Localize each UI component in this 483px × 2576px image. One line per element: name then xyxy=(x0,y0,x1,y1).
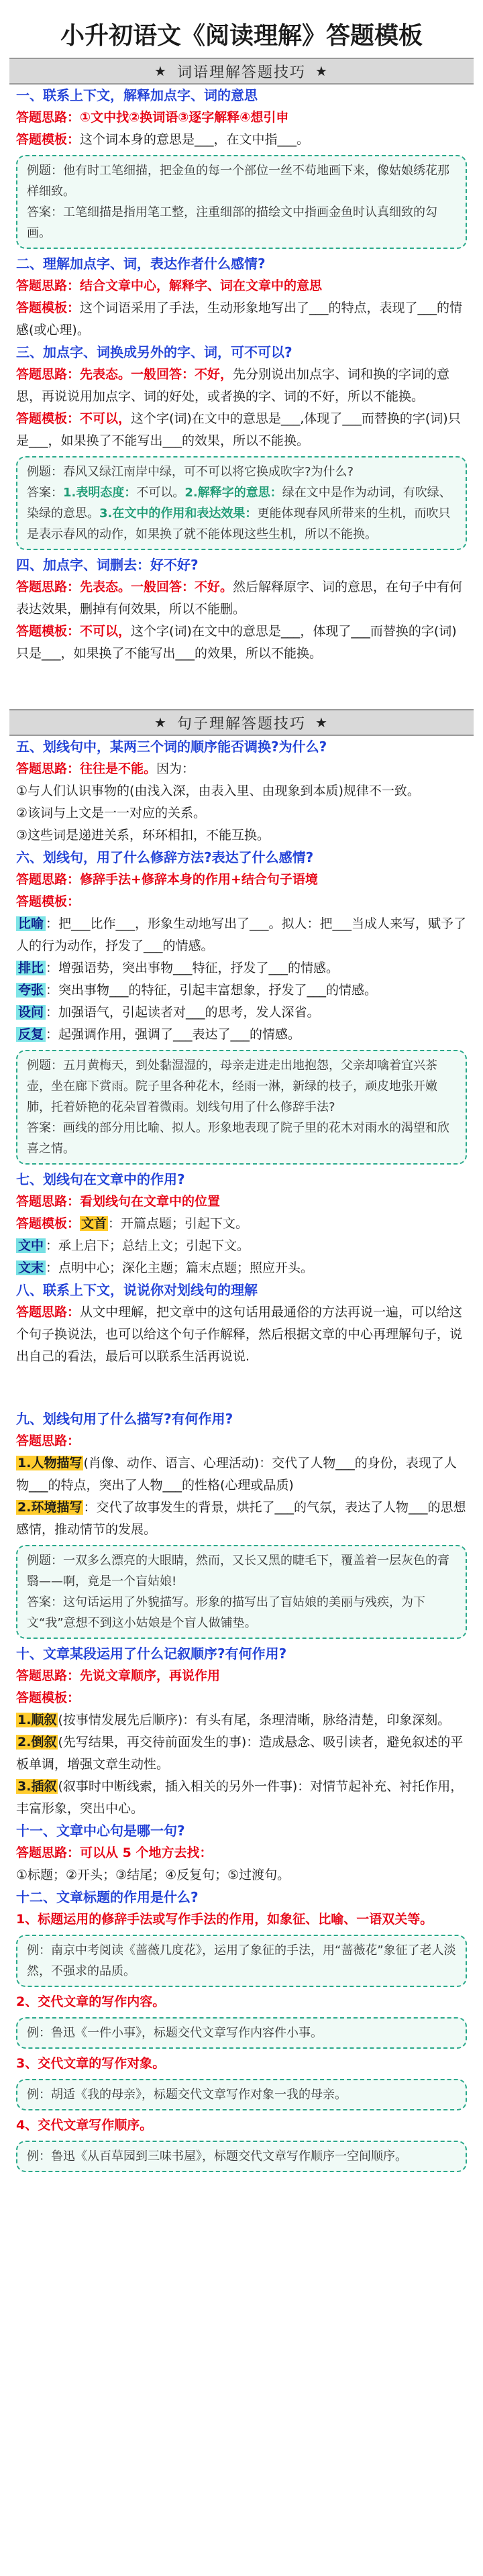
content: ①文中找②换词语③逐字解释④想引申 xyxy=(80,110,289,125)
example: 例：鲁迅《一件小事》，标题交代文章写作内容件小事。 xyxy=(27,2026,323,2040)
content: 绿在文中是作为动词，有吹绿、染绿的意思。 xyxy=(27,486,451,521)
content: ：交代了故事发生的背景，烘托了___的气氛，表达了人物___的思想感情，推动情节的发展。 xyxy=(16,1500,466,1537)
label: 答题模板： xyxy=(16,624,80,639)
content: (按事情发展先后顺序)：有头有尾，条理清晰，脉络清楚，印象深刻。 xyxy=(58,1713,451,1727)
star-icon: ★ xyxy=(154,714,168,731)
content: ①标题；②开头；③结尾；④反复句；⑤过渡句。 xyxy=(16,1868,290,1882)
list-item: ③这些词是递进关系，环环相扣，不能互换。 xyxy=(16,828,270,843)
example-answer: 答案：画线的部分用比喻、拟人。形象地表现了院子里的花木对雨水的渴望和欣喜之情。 xyxy=(27,1121,449,1156)
label: 答题思路： xyxy=(16,367,80,382)
content: 先表态。一般回答：不好。 xyxy=(80,580,233,594)
rhetoric-tag: 反复 xyxy=(16,1027,46,1042)
label: 答题模板： xyxy=(16,1690,80,1705)
question-4 xyxy=(0,554,483,665)
content: 往往是不能。 xyxy=(80,761,157,776)
content: 这个字(词)在文中的意思是___,体现了___而替换的字(词)只是___，如果换了不能写出___的效果，所以不能换。 xyxy=(16,411,461,448)
page-title: 小升初语文《阅读理解》答题模板 xyxy=(60,22,423,50)
question-heading: 十二、文章标题的作用是什么? xyxy=(16,1889,199,1905)
point: 3、交代文章的写作对象。 xyxy=(16,2056,166,2071)
section-title: 词语理解答题技巧 xyxy=(176,64,306,81)
section-title: 句子理解答题技巧 xyxy=(176,715,306,733)
example-box xyxy=(16,155,467,249)
question-1 xyxy=(0,85,483,151)
label: 答题模板： xyxy=(16,411,80,426)
label: 答题模板： xyxy=(16,301,80,315)
content: 可以从 5 个地方去找： xyxy=(80,1845,213,1860)
description-tag: 1.人物描写 xyxy=(17,1456,83,1470)
rhetoric-tag: 比喻 xyxy=(16,916,46,931)
example-box xyxy=(16,2017,467,2049)
label: 答题思路： xyxy=(16,110,80,125)
question-heading: 六、划线句，用了什么修辞方法?表达了什么感情? xyxy=(16,849,314,865)
position-tag: 文中 xyxy=(16,1238,46,1253)
label: 答题思路： xyxy=(16,1845,80,1860)
label: 答题模板： xyxy=(16,132,80,147)
list-item: ①与人们认识事物的(由浅入深，由表入里、由现象到本质)规律不一致。 xyxy=(16,784,420,798)
content: ：承上启下；总结上文；引起下文。 xyxy=(46,1238,250,1253)
example: 例：胡适《我的母亲》，标题交代文章写作对象一我的母亲。 xyxy=(27,2088,347,2102)
question-heading: 一、联系上下文，解释加点字、词的意思 xyxy=(16,87,258,103)
rhetoric-tag: 夸张 xyxy=(16,983,46,998)
example-box xyxy=(16,1050,467,1165)
content: 先说文章顺序，再说作用 xyxy=(80,1668,221,1683)
content: ：加强语气，引起读者对___的思考，发人深省。 xyxy=(46,1005,320,1020)
point: 2、交代文章的写作内容。 xyxy=(16,1994,166,2009)
content: (肖像、动作、语言、心理活动)：交代了人物___的身份，表现了人物___的特点，突出了人物___的性格(心理或品质) xyxy=(16,1456,457,1493)
content: (先写结果，再交待前面发生的事)：造成悬念、吸引读者，避免叙述的平板单调，增强文章生动性。 xyxy=(16,1735,464,1772)
content: 先分别说出加点字、词和换的字词的意思，再说说用加点字、词的好处，或者换的字、词的不好，所以不能换。 xyxy=(16,367,450,404)
content: ：起强调作用，强调了___表达了___的情感。 xyxy=(46,1027,301,1042)
label: 答题模板： xyxy=(16,894,80,909)
label: 答题思路： xyxy=(16,761,80,776)
order-tag: 3.插叙 xyxy=(17,1779,57,1794)
content: (叙事时中断线索，插入相关的另外一件事)：对情节起补充、衬托作用，丰富形象，突出中心。 xyxy=(16,1779,464,1816)
question-6 xyxy=(0,847,483,1046)
content: 更能体现春风所带来的生机，而吹只是表示春风的动作，如果换了就不能体现这些生机，所以不能换。 xyxy=(27,506,451,541)
example-box xyxy=(16,1545,467,1639)
question-9 xyxy=(0,1408,483,1541)
rhetoric-tag: 设问 xyxy=(16,1005,46,1020)
label: 答题思路： xyxy=(16,1668,80,1683)
example: 例：南京中考阅读《蔷薇几度花》，运用了象征的手法，用“蔷薇花”象征了老人淡然，不强求的品质。 xyxy=(27,1943,456,1978)
section-banner-vocabulary xyxy=(9,58,474,85)
content: 不可以， xyxy=(80,411,131,426)
content: ：开篇点题；引起下文。 xyxy=(108,1216,249,1231)
question-heading: 四、加点字、词删去：好不好? xyxy=(16,557,199,573)
point: 4、交代文章写作顺序。 xyxy=(16,2118,153,2133)
list-item: ②该词与上文是一一对应的关系。 xyxy=(16,806,207,820)
content: 不可以， xyxy=(80,624,131,639)
example-question: 例题：他有时工笔细描，把金鱼的每一个部位一丝不苟地画下来，像姑娘绣花那样细致。 xyxy=(27,164,449,199)
question-10 xyxy=(0,1643,483,1820)
star-icon: ★ xyxy=(315,714,329,731)
rhetoric-tag: 排比 xyxy=(16,961,46,975)
content: ：点明中心；深化主题；篇末点题；照应开头。 xyxy=(46,1260,314,1275)
example-question: 例题：一双多么漂亮的大眼睛，然而，又长又黑的睫毛下，覆盖着一层灰色的膏翳——啊，竟是一个盲姑娘! xyxy=(27,1554,449,1589)
example-answer: 答案：这句话运用了外貌描写。形象的描写出了盲姑娘的美丽与残疾，为下文“我”意想不到这小姑娘是个盲人做铺垫。 xyxy=(27,1595,425,1630)
example-question: 例题：五月黄梅天，到处黏湿湿的，母亲走进走出地抱怨，父亲却噙着宜兴茶壶，坐在廊下赏雨。院子里各种花木，经雨一淋，新绿的枝子，顽皮地张开嫩肺，托着娇艳的花朵冒着微雨。划线句用了什么修辞手法? xyxy=(27,1059,437,1114)
label: 1.表明态度： xyxy=(63,486,137,500)
example-question: 例题：春风又绿江南岸中绿，可不可以将它换成吹字?为什么? xyxy=(27,465,354,479)
label: 答题思路： xyxy=(16,1194,80,1209)
description-tag: 2.环境描写 xyxy=(17,1500,83,1515)
content: 修辞手法+修辞本身的作用+结合句子语境 xyxy=(80,872,318,887)
example: 例：鲁迅《从百草园到三味书屋》，标题交代文章写作顺序一空间顺序。 xyxy=(27,2149,407,2163)
star-icon: ★ xyxy=(154,63,168,79)
content: 结合文章中心，解释字、词在文章中的意思 xyxy=(80,278,323,293)
question-heading: 二、理解加点字、词，表达作者什么感情? xyxy=(16,256,266,272)
question-heading: 九、划线句用了什么描写?有何作用? xyxy=(16,1411,233,1427)
question-11 xyxy=(0,1820,483,1886)
label: 3.在文中的作用和表达效果： xyxy=(99,506,258,521)
label: 2.解释字的意思： xyxy=(184,486,282,500)
question-heading: 十、文章某段运用了什么记叙顺序?有何作用? xyxy=(16,1646,287,1662)
star-icon: ★ xyxy=(315,63,329,79)
question-5 xyxy=(0,736,483,847)
label: 答题思路： xyxy=(16,1434,80,1448)
example-box xyxy=(16,456,467,550)
example-box xyxy=(16,1935,467,1987)
point: 1、标题运用的修辞手法或写作手法的作用，如象征、比喻、一语双关等。 xyxy=(16,1912,433,1927)
label: 答案： xyxy=(27,486,63,500)
question-8 xyxy=(0,1279,483,1368)
content: 先表态。一般回答：不好， xyxy=(80,367,233,382)
example-answer: 答案：工笔细描是指用笔工整，注重细部的描绘文中指画金鱼时认真细致的勾画。 xyxy=(27,205,437,240)
question-heading: 七、划线句在文章中的作用? xyxy=(16,1171,185,1187)
position-tag: 文首 xyxy=(81,1216,107,1231)
question-heading: 五、划线句中，某两三个词的顺序能否调换?为什么? xyxy=(16,739,327,755)
order-tag: 2.倒叙 xyxy=(17,1735,57,1750)
content: 这个字(词)在文中的意思是___，体现了___而替换的字(词)只是___，如果换了不能写出___的效果，所以不能换。 xyxy=(16,624,457,661)
position-tag: 文末 xyxy=(16,1260,46,1275)
content: 这个词本身的意思是___，在文中指___。 xyxy=(80,132,310,147)
content: 不可以。 xyxy=(136,486,185,500)
section-banner-sentence xyxy=(9,709,474,736)
content: ：突出事物___的特征，引起丰富想象，抒发了___的情感。 xyxy=(46,983,378,998)
question-2 xyxy=(0,253,483,341)
question-7 xyxy=(0,1169,483,1279)
question-heading: 八、联系上下文，说说你对划线句的理解 xyxy=(16,1282,258,1298)
question-3 xyxy=(0,341,483,452)
example-box xyxy=(16,2141,467,2172)
content: 从文中理解，把文章中的这句话用最通俗的方法再说一遍，可以给这个句子换说法，也可以给这个句子作解释，然后根据文章的中心再理解句子，说出自己的看法，最后可以联系生活再说说. xyxy=(16,1305,463,1364)
label: 答题思路： xyxy=(16,580,80,594)
label: 答题模板： xyxy=(16,1216,80,1231)
example-box xyxy=(16,2079,467,2110)
question-heading: 十一、文章中心句是哪一句? xyxy=(16,1823,185,1839)
content: ：增强语势，突出事物___特征，抒发了___的情感。 xyxy=(46,961,339,975)
content: 这个词语采用了手法，生动形象地写出了___的特点，表现了___的情感(或心理)。 xyxy=(16,301,463,337)
question-heading: 三、加点字、词换成另外的字、词，可不可以? xyxy=(16,344,292,360)
content: ：把___比作___，形象生动地写出了___。拟人：把___当成人来写，赋予了人的行为动作，抒发了___的情感。 xyxy=(16,916,467,953)
order-tag: 1.顺叙 xyxy=(17,1713,57,1727)
content: 然后解释原字、词的意思，在句子中有何表达效果，删掉有何效果，所以不能删。 xyxy=(16,580,463,616)
content: 看划线句在文章中的位置 xyxy=(80,1194,221,1209)
label: 答题思路： xyxy=(16,278,80,293)
question-12 xyxy=(0,1886,483,1931)
label: 答题思路： xyxy=(16,1305,80,1320)
label: 答题思路： xyxy=(16,872,80,887)
content: 因为： xyxy=(156,761,195,776)
